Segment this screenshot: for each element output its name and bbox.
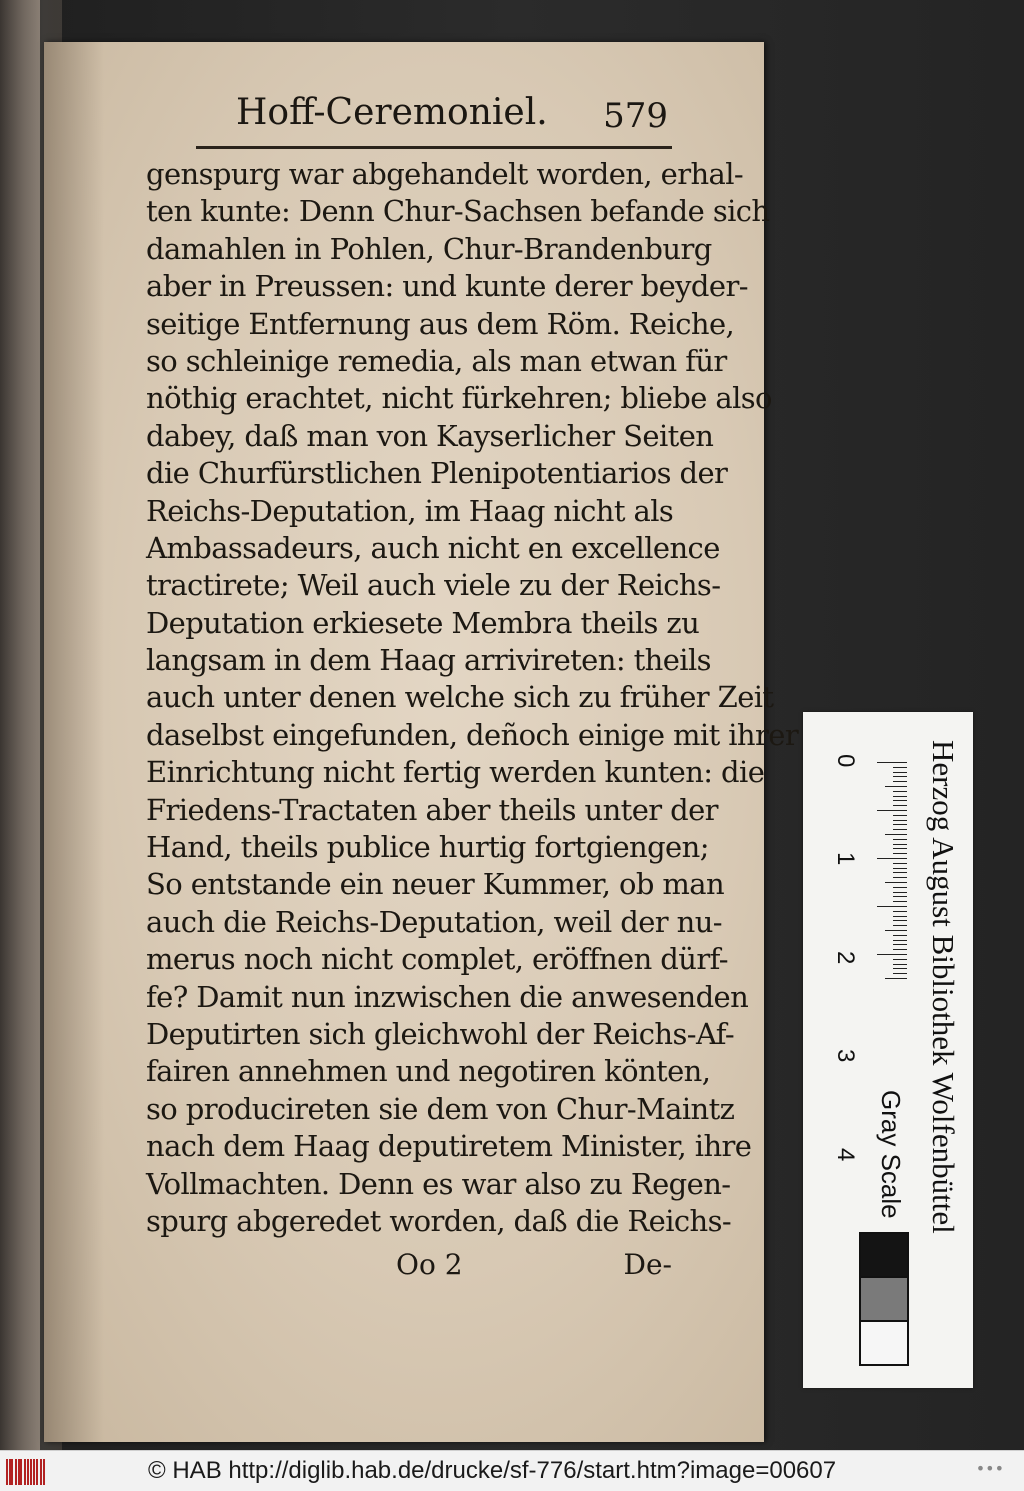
ruler-tick [893,973,907,974]
ruler-tick [893,901,907,902]
viewer-footer-bar [0,1450,1024,1491]
barcode-bar [6,1459,8,1485]
page-number: 579 [603,96,668,136]
ruler-tick [893,815,907,816]
ruler-tick [885,882,907,883]
text-line: seitige Entfernung aus dem Röm. Reiche, [146,306,735,341]
barcode-bar [36,1459,38,1485]
ruler-tick [893,772,907,773]
text-line: tractirete; Weil auch viele zu der Reichs- [146,568,721,603]
gutter-shadow [44,42,104,1442]
ruler-tick [885,786,907,787]
menu-dots-icon[interactable]: ••• [975,1459,1004,1478]
text-line: aber in Preussen: und kunte derer beyder- [146,269,748,304]
body-text [146,156,799,1240]
barcode-bar [11,1459,13,1485]
running-head: Hoff-Ceremoniel. [236,92,548,133]
swatch-gray [859,1276,909,1322]
page-footer [146,1248,672,1288]
text-line: dabey, daß man von Kayserlicher Seiten [146,418,714,453]
header-rule [196,146,672,149]
ruler-number: 2 [832,950,859,965]
ruler-tick [893,844,907,845]
ruler-tick [893,935,907,936]
barcode-bar [20,1459,22,1485]
ruler-tick [893,925,907,926]
text-line: nöthig erachtet, nicht fürkehren; bliebe also [146,381,772,416]
barcode-bar [27,1459,29,1485]
ruler-tick [893,868,907,869]
ruler-tick [893,863,907,864]
text-line: Ambassadeurs, auch nicht en excellence [146,530,720,565]
text-line: fe? Damit nun inzwischen die anwesenden [146,979,749,1014]
text-line: Reichs-Deputation, im Haag nicht als [146,493,674,528]
barcode-logo-icon[interactable] [6,1459,48,1485]
ruler-tick [893,916,907,917]
ruler-tick [893,796,907,797]
barcode-bar [24,1459,26,1485]
swatch-white [859,1320,909,1366]
text-line: merus noch nicht complet, eröffnen dürf- [146,942,728,977]
text-line: auch unter denen welche sich zu früher Zeit [146,680,774,715]
ruler-number: 4 [832,1147,859,1161]
ruler-tick [893,800,907,801]
gray-scale-label: Gray Scale [876,1090,906,1219]
ruler-tick [893,767,907,768]
copyright-url[interactable]: © HAB http://diglib.hab.de/drucke/sf-776/start.htm?image=00607 [148,1457,837,1484]
ruler-tick [893,877,907,878]
text-line: die Churfürstlichen Plenipotentiarios der [146,456,728,491]
library-name: Herzog August Bibliothek Wolfenbüttel [926,740,961,1234]
ruler-tick [877,858,907,859]
ruler-tick [893,781,907,782]
text-line: nach dem Haag deputiretem Minister, ihre [146,1129,752,1164]
barcode-bar [40,1459,42,1485]
text-line: Friedens-Tractaten aber theils unter der [146,792,718,827]
barcode-bar [33,1459,35,1485]
barcode-bar [30,1459,32,1485]
ruler-tick [877,954,907,955]
text-line: So entstande ein neuer Kummer, ob man [146,867,725,902]
ruler-tick [893,940,907,941]
ruler-tick [885,834,907,835]
ruler-tick [893,896,907,897]
ruler-tick [885,978,907,979]
text-line: so producireten sie dem von Chur-Maintz [146,1091,735,1126]
ruler-number: 1 [832,852,859,866]
ruler-tick [893,839,907,840]
ruler-tick [893,887,907,888]
text-line: auch die Reichs-Deputation, weil der nu- [146,904,723,939]
ruler-tick [877,906,907,907]
text-line: daselbst eingefunden, deñoch einige mit ihrer [146,717,799,752]
ruler-tick [893,791,907,792]
text-line: Vollmachten. Denn es war also zu Regen- [146,1166,731,1201]
text-line: Einrichtung nicht fertig werden kunten: die [146,755,765,790]
page-header [196,92,668,142]
text-line: spurg abgeredet worden, daß die Reichs- [146,1203,732,1238]
ruler-tick [893,872,907,873]
barcode-bar [15,1459,17,1485]
ruler-tick [893,964,907,965]
text-line: Hand, theils publice hurtig fortgiengen; [146,830,709,865]
scale-card [803,712,973,1388]
ruler-tick [893,959,907,960]
ruler-tick [893,853,907,854]
text-line: Deputation erkiesete Membra theils zu [146,605,700,640]
text-line: Deputirten sich gleichwohl der Reichs-Af- [146,1016,735,1051]
ruler-tick [893,949,907,950]
ruler-tick [893,911,907,912]
ruler-tick [877,810,907,811]
ruler-tick [893,829,907,830]
ruler-tick [893,920,907,921]
ruler-tick [893,968,907,969]
catchword: De- [623,1248,672,1281]
ruler-tick [893,824,907,825]
text-line: damahlen in Pohlen, Chur-Brandenburg [146,231,712,266]
barcode-bar [43,1459,45,1485]
ruler-number: 0 [832,754,859,768]
ruler-tick [893,848,907,849]
ruler-tick [893,820,907,821]
text-line: fairen annehmen und negotiren könten, [146,1054,711,1089]
ruler-tick [893,892,907,893]
ruler-tick [877,762,907,763]
swatch-black [859,1232,909,1278]
text-line: langsam in dem Haag arrivireten: theils [146,643,711,678]
ruler-tick [893,805,907,806]
signature-mark: Oo 2 [396,1248,463,1281]
ruler-tick [893,944,907,945]
text-line: genspurg war abgehandelt worden, erhal- [146,157,744,191]
ruler-tick [893,776,907,777]
text-line: so schleinige remedia, als man etwan für [146,343,727,378]
ruler-number: 3 [832,1049,859,1063]
ruler-tick [885,930,907,931]
text-line: ten kunte: Denn Chur-Sachsen befande sich [146,194,770,229]
